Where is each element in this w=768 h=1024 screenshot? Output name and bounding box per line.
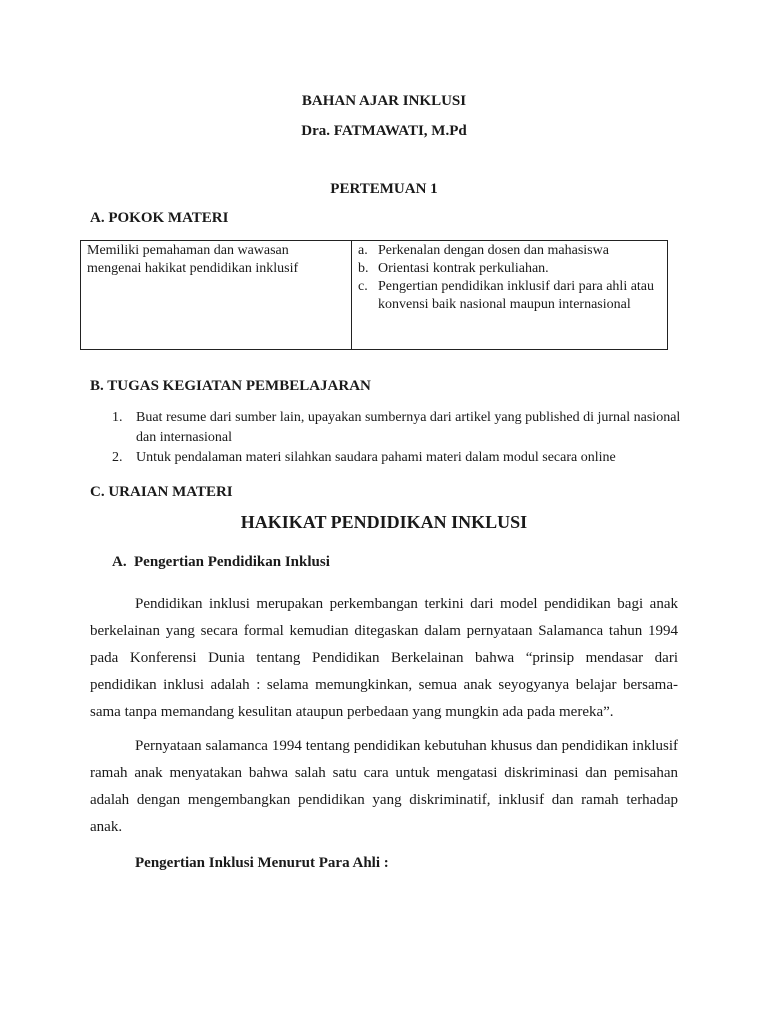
author-name: Dra. FATMAWATI, M.Pd bbox=[301, 123, 467, 139]
session-heading: PERTEMUAN 1 bbox=[330, 181, 438, 197]
paragraph: Pernyataan salamanca 1994 tentang pendidikan kebutuhan khusus dan pendidikan inklusif ramah anak menyatakan bahwa salah satu cara untuk mengatasi diskriminasi dan pemisahan adalah dengan mengembangkan pendidikan yang diskriminatif, inklusif dan ramah terhadap anak. bbox=[90, 738, 678, 835]
list-item bbox=[358, 278, 661, 314]
section-title: HAKIKAT PENDIDIKAN INKLUSI bbox=[240, 512, 528, 532]
list-item bbox=[112, 448, 682, 468]
tugas-heading: B. TUGAS KEGIATAN PEMBELAJARAN bbox=[90, 378, 371, 394]
list-item-text: Perkenalan dengan dosen dan mahasiswa bbox=[378, 243, 609, 258]
list-marker: a. bbox=[358, 243, 368, 258]
ahli-heading: Pengertian Inklusi Menurut Para Ahli : bbox=[135, 855, 389, 871]
list-marker: 1. bbox=[112, 410, 123, 425]
tasks-list bbox=[112, 408, 682, 468]
list-item-text: Orientasi kontrak perkuliahan. bbox=[378, 261, 549, 276]
list-item bbox=[358, 260, 661, 278]
list-item-text: Untuk pendalaman materi silahkan saudara pahami materi dalam modul secara online bbox=[136, 450, 616, 465]
subsection-heading-text: Pengertian Pendidikan Inklusi bbox=[134, 554, 330, 570]
competency-cell: Memiliki pemahaman dan wawasan mengenai hakikat pendidikan inklusif bbox=[81, 241, 352, 350]
list-item bbox=[112, 408, 682, 448]
topics-cell bbox=[352, 241, 668, 350]
uraian-heading: C. URAIAN MATERI bbox=[90, 484, 233, 500]
list-marker: c. bbox=[358, 279, 368, 294]
paragraph: Pendidikan inklusi merupakan perkembangan terkini dari model pendidikan bagi anak berkelainan yang secara formal kemudian ditegaskan dalam pernyataan Salamanca tahun 1994 pada Konferensi Dunia tentang Pendidikan Berkelainan bahwa “prinsip mendasar dari pendidikan inklusi adalah : selama memungkinkan, semua anak seyogyanya belajar bersama-sama tanpa memandang kesulitan ataupun perbedaan yang mungkin ada pada mereka”. bbox=[90, 596, 678, 720]
list-item-text: Pengertian pendidikan inklusif dari para ahli atau konvensi baik nasional maupun internasional bbox=[378, 279, 655, 312]
pokok-materi-table bbox=[80, 240, 668, 350]
list-item bbox=[358, 242, 661, 260]
subsection-heading bbox=[112, 554, 330, 571]
document-title: BAHAN AJAR INKLUSI bbox=[301, 93, 467, 109]
list-marker: b. bbox=[358, 261, 369, 276]
list-marker: 2. bbox=[112, 450, 123, 465]
subsection-marker: A. bbox=[112, 554, 127, 570]
topics-list bbox=[358, 242, 661, 314]
list-item-text: Buat resume dari sumber lain, upayakan sumbernya dari artikel yang published di jurnal nasional dan internasional bbox=[136, 410, 681, 445]
pokok-materi-heading: A. POKOK MATERI bbox=[90, 210, 229, 226]
